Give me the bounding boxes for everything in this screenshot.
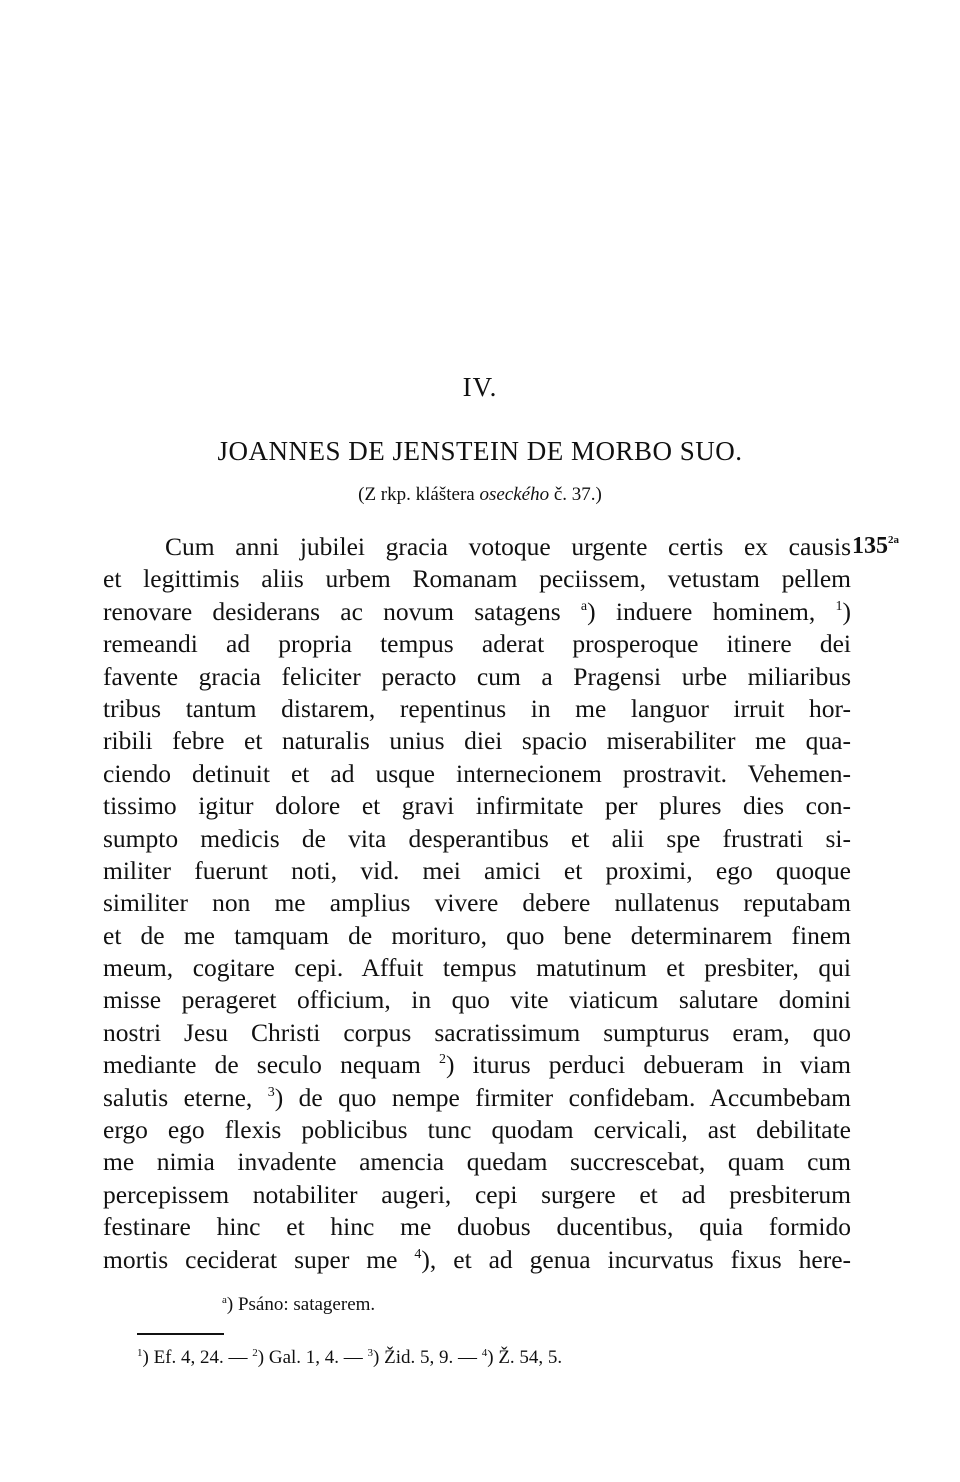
body-line: tissimo igitur dolore et gravi infirmitate per plures dies con- [103,791,851,821]
body-line: tribus tantum distarem, repentinus in me languor irruit hor- [103,693,851,723]
body-line-text: ) induere hominem, [587,596,816,626]
body-line: ergo ego flexis poblicibus tunc quodam cervicali, ast debilitate [103,1115,851,1145]
reference-footnotes [137,1347,562,1369]
body-line: meum, cogitare cepi. Affuit tempus matutinum et presbiter, qui [103,953,851,983]
body-text [103,531,851,1276]
textual-footnote-text: ) Psáno: satagerem. [226,1294,376,1315]
source-prefix: (Z rkp. kláštera [358,484,475,505]
body-line-text: ), et ad genua incurvatus fixus here- [421,1244,852,1274]
body-line: ribili febre et naturalis unius diei spacio miserabiliter me qua- [103,726,851,756]
textual-footnote [222,1294,375,1316]
body-line-text: mortis ceciderat super me [103,1244,398,1274]
footnote-ref-text: ) Ž. 54, 5. [487,1347,563,1368]
footnote-ref-text: ) Gal. 1, 4. — [257,1347,363,1368]
footnote-mark: 4 [414,1246,422,1262]
source-italic: oseckého [479,484,550,505]
body-line-text: ) de quo nempe firmiter confidebam. Accumbebam [274,1082,852,1112]
folio-sup: 2a [888,534,899,546]
folio-number: 135 [852,533,888,559]
body-line: favente gracia feliciter peracto cum a Pragensi urbe miliaribus [103,661,851,691]
footnote-mark: a [580,598,588,614]
footnote-mark: 2 [438,1052,446,1068]
body-line-text: mediante de seculo nequam [103,1050,421,1080]
footnote-mark: 1 [835,598,843,614]
body-line: me nimia invadente amencia quedam succrescebat, quam cum [103,1147,851,1177]
footnote-mark: 4 [481,1347,488,1359]
body-line: remeandi ad propria tempus aderat prosperoque itinere dei [103,629,851,659]
body-line [103,1244,851,1276]
body-line-text: renovare desiderans ac novum satagens [103,596,561,626]
source-suffix: č. 37.) [553,484,602,505]
body-line: et de me tamquam de morituro, quo bene determinarem finem [103,920,851,950]
body-line [103,1049,851,1081]
source-note [0,484,960,506]
chapter-number: IV. [462,372,498,402]
body-line: festinare hinc et hinc me duobus ducentibus, quia formido [103,1212,851,1242]
footnote-mark: 3 [367,1347,374,1359]
body-line-text: salutis eterne, [103,1082,253,1112]
folio-marker [852,533,899,560]
footnote-ref-text: ) Ef. 4, 24. — [142,1347,248,1368]
footnote-mark: a [222,1294,227,1306]
body-line: sumpto medicis de vita desperantibus et alii spe frustrati si- [103,823,851,853]
footnote-divider [137,1333,224,1335]
footnote-ref-text: ) Žid. 5, 9. — [373,1347,477,1368]
body-line: Cum anni jubilei gracia votoque urgente certis ex causis [165,532,851,561]
body-line [103,1082,851,1114]
footnote-mark: 3 [267,1084,275,1100]
body-line: similiter non me amplius vivere debere nullatenus reputabam [103,888,851,918]
body-line: percepissem notabiliter augeri, cepi surgere et ad presbiterum [103,1179,851,1209]
body-line: et legittimis aliis urbem Romanam peciissem, vetustam pellem [103,564,851,594]
body-line: misse perageret officium, in quo vite viaticum salutare domini [103,985,851,1015]
body-line: ciendo detinuit et ad usque internecionem prostravit. Vehemen- [103,758,851,788]
footnote-mark: 2 [252,1347,258,1359]
body-line: nostri Jesu Christi corpus sacratissimum sumpturus eram, quo [103,1017,851,1047]
body-line-text: ) [842,596,852,626]
body-line-text: ) iturus perduci debueram in viam [445,1050,851,1080]
body-line [103,596,851,628]
body-line: militer fuerunt noti, vid. mei amici et proximi, ego quoque [103,855,851,885]
chapter-title: JOANNES DE JENSTEIN DE MORBO SUO. [217,436,743,466]
footnote-mark: 1 [137,1347,143,1359]
